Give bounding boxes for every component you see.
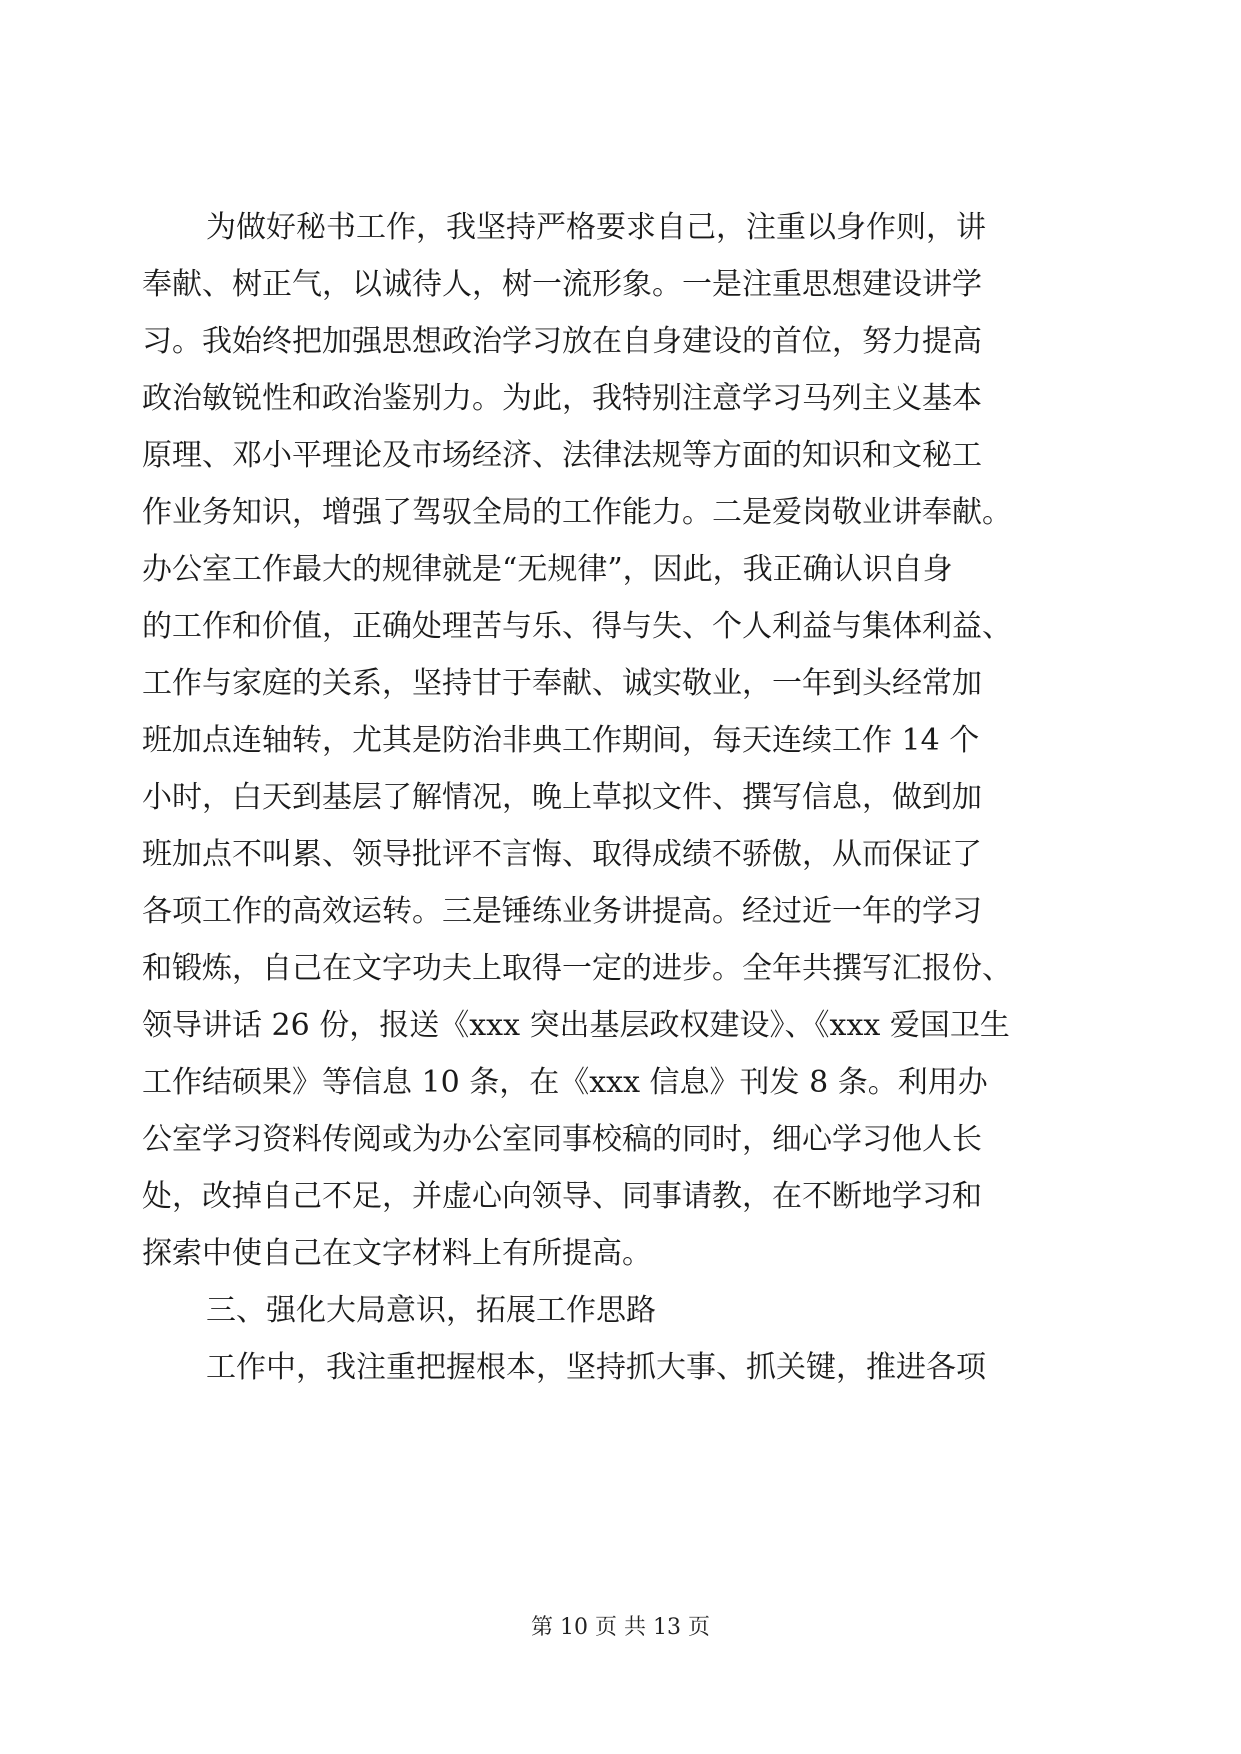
paragraph-line [0,208,1241,248]
text-line: 工作与家庭的关系，坚持甘于奉献、诚实敬业，一年到头经常加 [142,666,982,701]
paragraph-line [0,493,1241,533]
text-line: 班加点不叫累、领导批评不言悔、取得成绩不骄傲，从而保证了 [142,837,982,872]
paragraph-line [0,265,1241,305]
paragraph-line [0,607,1241,647]
text-line: 公室学习资料传阅或为办公室同事校稿的同时，细心学习他人长 [142,1122,982,1157]
text-line: 探索中使自己在文字材料上有所提高。 [142,1236,652,1271]
paragraph-line [0,436,1241,476]
paragraph-line [0,664,1241,704]
text-line: 政治敏锐性和政治鉴别力。为此，我特别注意学习马列主义基本 [142,381,982,416]
text-line: 小时，白天到基层了解情况，晚上草拟文件、撰写信息，做到加 [142,780,982,815]
section-heading-text: 三、强化大局意识，拓展工作思路 [206,1293,656,1328]
paragraph-line [0,778,1241,818]
text-line: 处，改掉自己不足，并虚心向领导、同事请教，在不断地学习和 [142,1179,982,1214]
paragraph-line [0,1234,1241,1274]
text-line: 奉献、树正气，以诚待人，树一流形象。一是注重思想建设讲学 [142,267,982,302]
page-footer: 第 10 页 共 13 页 [531,1615,710,1640]
section-heading [0,1291,1241,1331]
text-line: 为做好秘书工作，我坚持严格要求自己，注重以身作则，讲 [206,210,986,245]
paragraph-line [0,1006,1241,1046]
paragraph-line [0,379,1241,419]
text-line: 办公室工作最大的规律就是“无规律”，因此，我正确认识自身 [142,552,953,587]
paragraph-line [0,1177,1241,1217]
text-line: 作业务知识，增强了驾驭全局的工作能力。二是爱岗敬业讲奉献。 [142,495,1012,530]
text-line: 的工作和价值，正确处理苦与乐、得与失、个人利益与集体利益、 [142,609,1012,644]
paragraph-line [0,721,1241,761]
paragraph-line [0,550,1241,590]
text-line: 和锻炼，自己在文字功夫上取得一定的进步。全年共撰写汇报份、 [142,951,1012,986]
paragraph-line [0,949,1241,989]
text-line: 工作中，我注重把握根本，坚持抓大事、抓关键，推进各项 [206,1350,986,1385]
text-line: 工作结硕果》等信息 10 条，在《xxx 信息》刊发 8 条。利用办 [142,1065,988,1100]
paragraph-line [0,892,1241,932]
text-line: 各项工作的高效运转。三是锤练业务讲提高。经过近一年的学习 [142,894,982,929]
text-line: 原理、邓小平理论及市场经济、法律法规等方面的知识和文秘工 [142,438,982,473]
text-line: 领导讲话 26 份，报送《xxx 突出基层政权建设》、《xxx 爱国卫生 [142,1008,1010,1043]
paragraph-line [0,835,1241,875]
text-line: 习。我始终把加强思想政治学习放在自身建设的首位，努力提高 [142,324,982,359]
paragraph-line [0,1120,1241,1160]
paragraph-line [0,1348,1241,1388]
paragraph-line [0,1063,1241,1103]
text-line: 班加点连轴转，尤其是防治非典工作期间，每天连续工作 14 个 [142,723,980,758]
paragraph-line [0,322,1241,362]
